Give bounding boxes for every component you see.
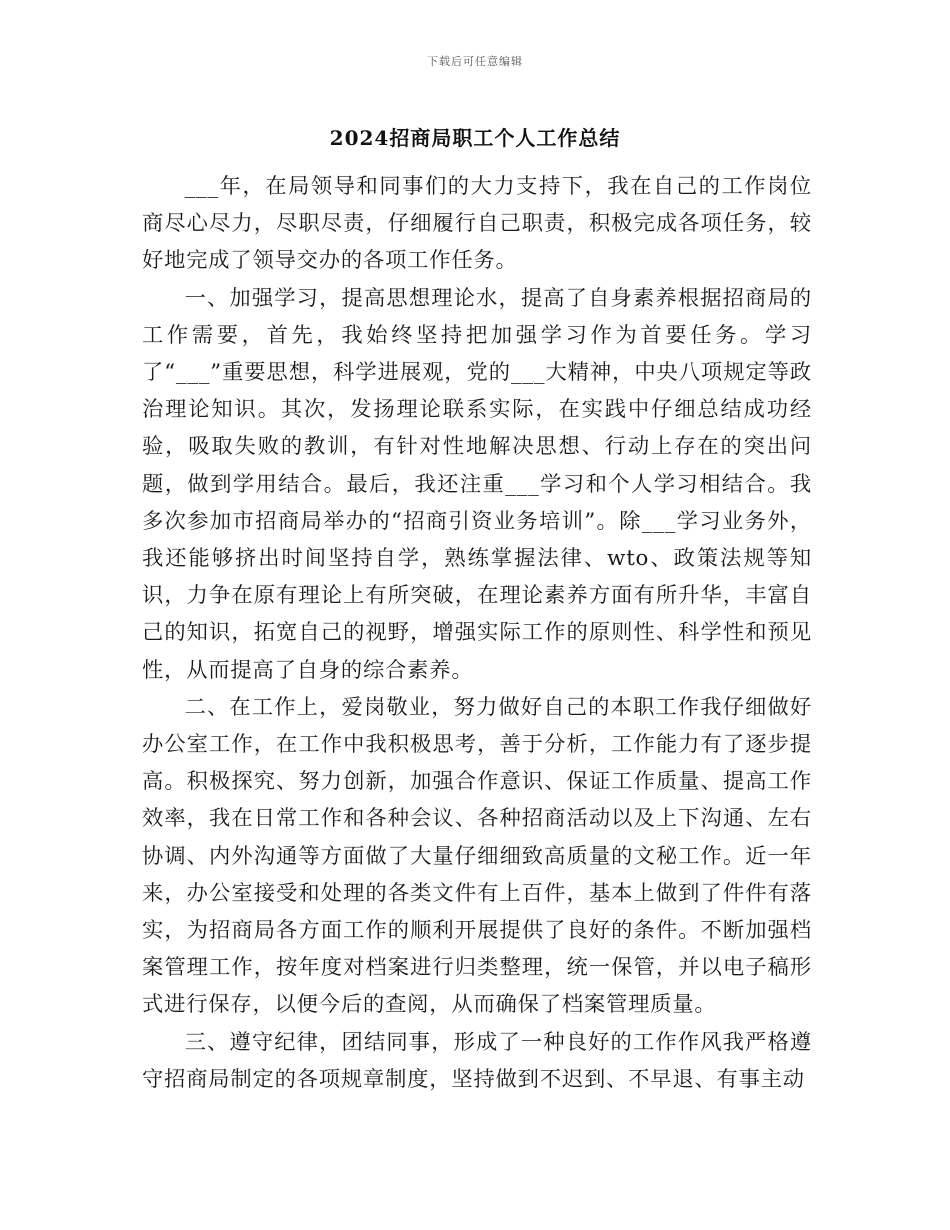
page-header-note: 下载后可任意编辑 <box>427 55 523 68</box>
paragraph-section-2: 二、在工作上，爱岗敬业，努力做好自己的本职工作我仔细做好办公室工作，在工作中我积极思考，善于分析，工作能力有了逐步提高。积极探究、努力创新，加强合作意识、保证工作质量、提高工作效率，我在日常工作和各种会议、各种招商活动以及上下沟通、左右协调、内外沟通等方面做了大量仔细细致高质量的文秘工作。近一年来，办公室接受和处理的各类文件有上百件，基本上做到了件件有落实，为招商局各方面工作的顺利开展提供了良好的条件。不断加强档案管理工作，按年度对档案进行归类整理，统一保管，并以电子稿形式进行保存，以便今后的查阅，从而确保了档案管理质量。 <box>142 694 812 1018</box>
paragraph-section-3: 三、遵守纪律，团结同事，形成了一种良好的工作作风我严格遵守招商局制定的各项规章制度，坚持做到不迟到、不早退、有事主动 <box>142 1029 812 1092</box>
document-body <box>142 168 812 1098</box>
paragraph-intro: ___年，在局领导和同事们的大力支持下，我在自己的工作岗位商尽心尽力，尽职尽责，仔细履行自己职责，积极完成各项任务，较好地完成了领导交办的各项工作任务。 <box>142 174 812 274</box>
document-title: 2024招商局职工个人工作总结 <box>329 126 621 150</box>
paragraph-section-1: 一、加强学习，提高思想理论水，提高了自身素养根据招商局的工作需要，首先，我始终坚持把加强学习作为首要任务。学习了“___”重要思想，科学进展观，党的___大精神，中央八项规定等政治理论知识。其次，发扬理论联系实际，在实践中仔细总结成功经验，吸取失败的教训，有针对性地解决思想、行动上存在的突出问题，做到学用结合。最后，我还注重___学习和个人学习相结合。我多次参加市招商局举办的“招商引资业务培训”。除___学习业务外，我还能够挤出时间坚持自学，熟练掌握法律、wto、政策法规等知识，力争在原有理论上有所突破，在理论素养方面有所升华，丰富自己的知识，拓宽自己的视野，增强实际工作的原则性、科学性和预见性，从而提高了自身的综合素养。 <box>142 285 812 683</box>
